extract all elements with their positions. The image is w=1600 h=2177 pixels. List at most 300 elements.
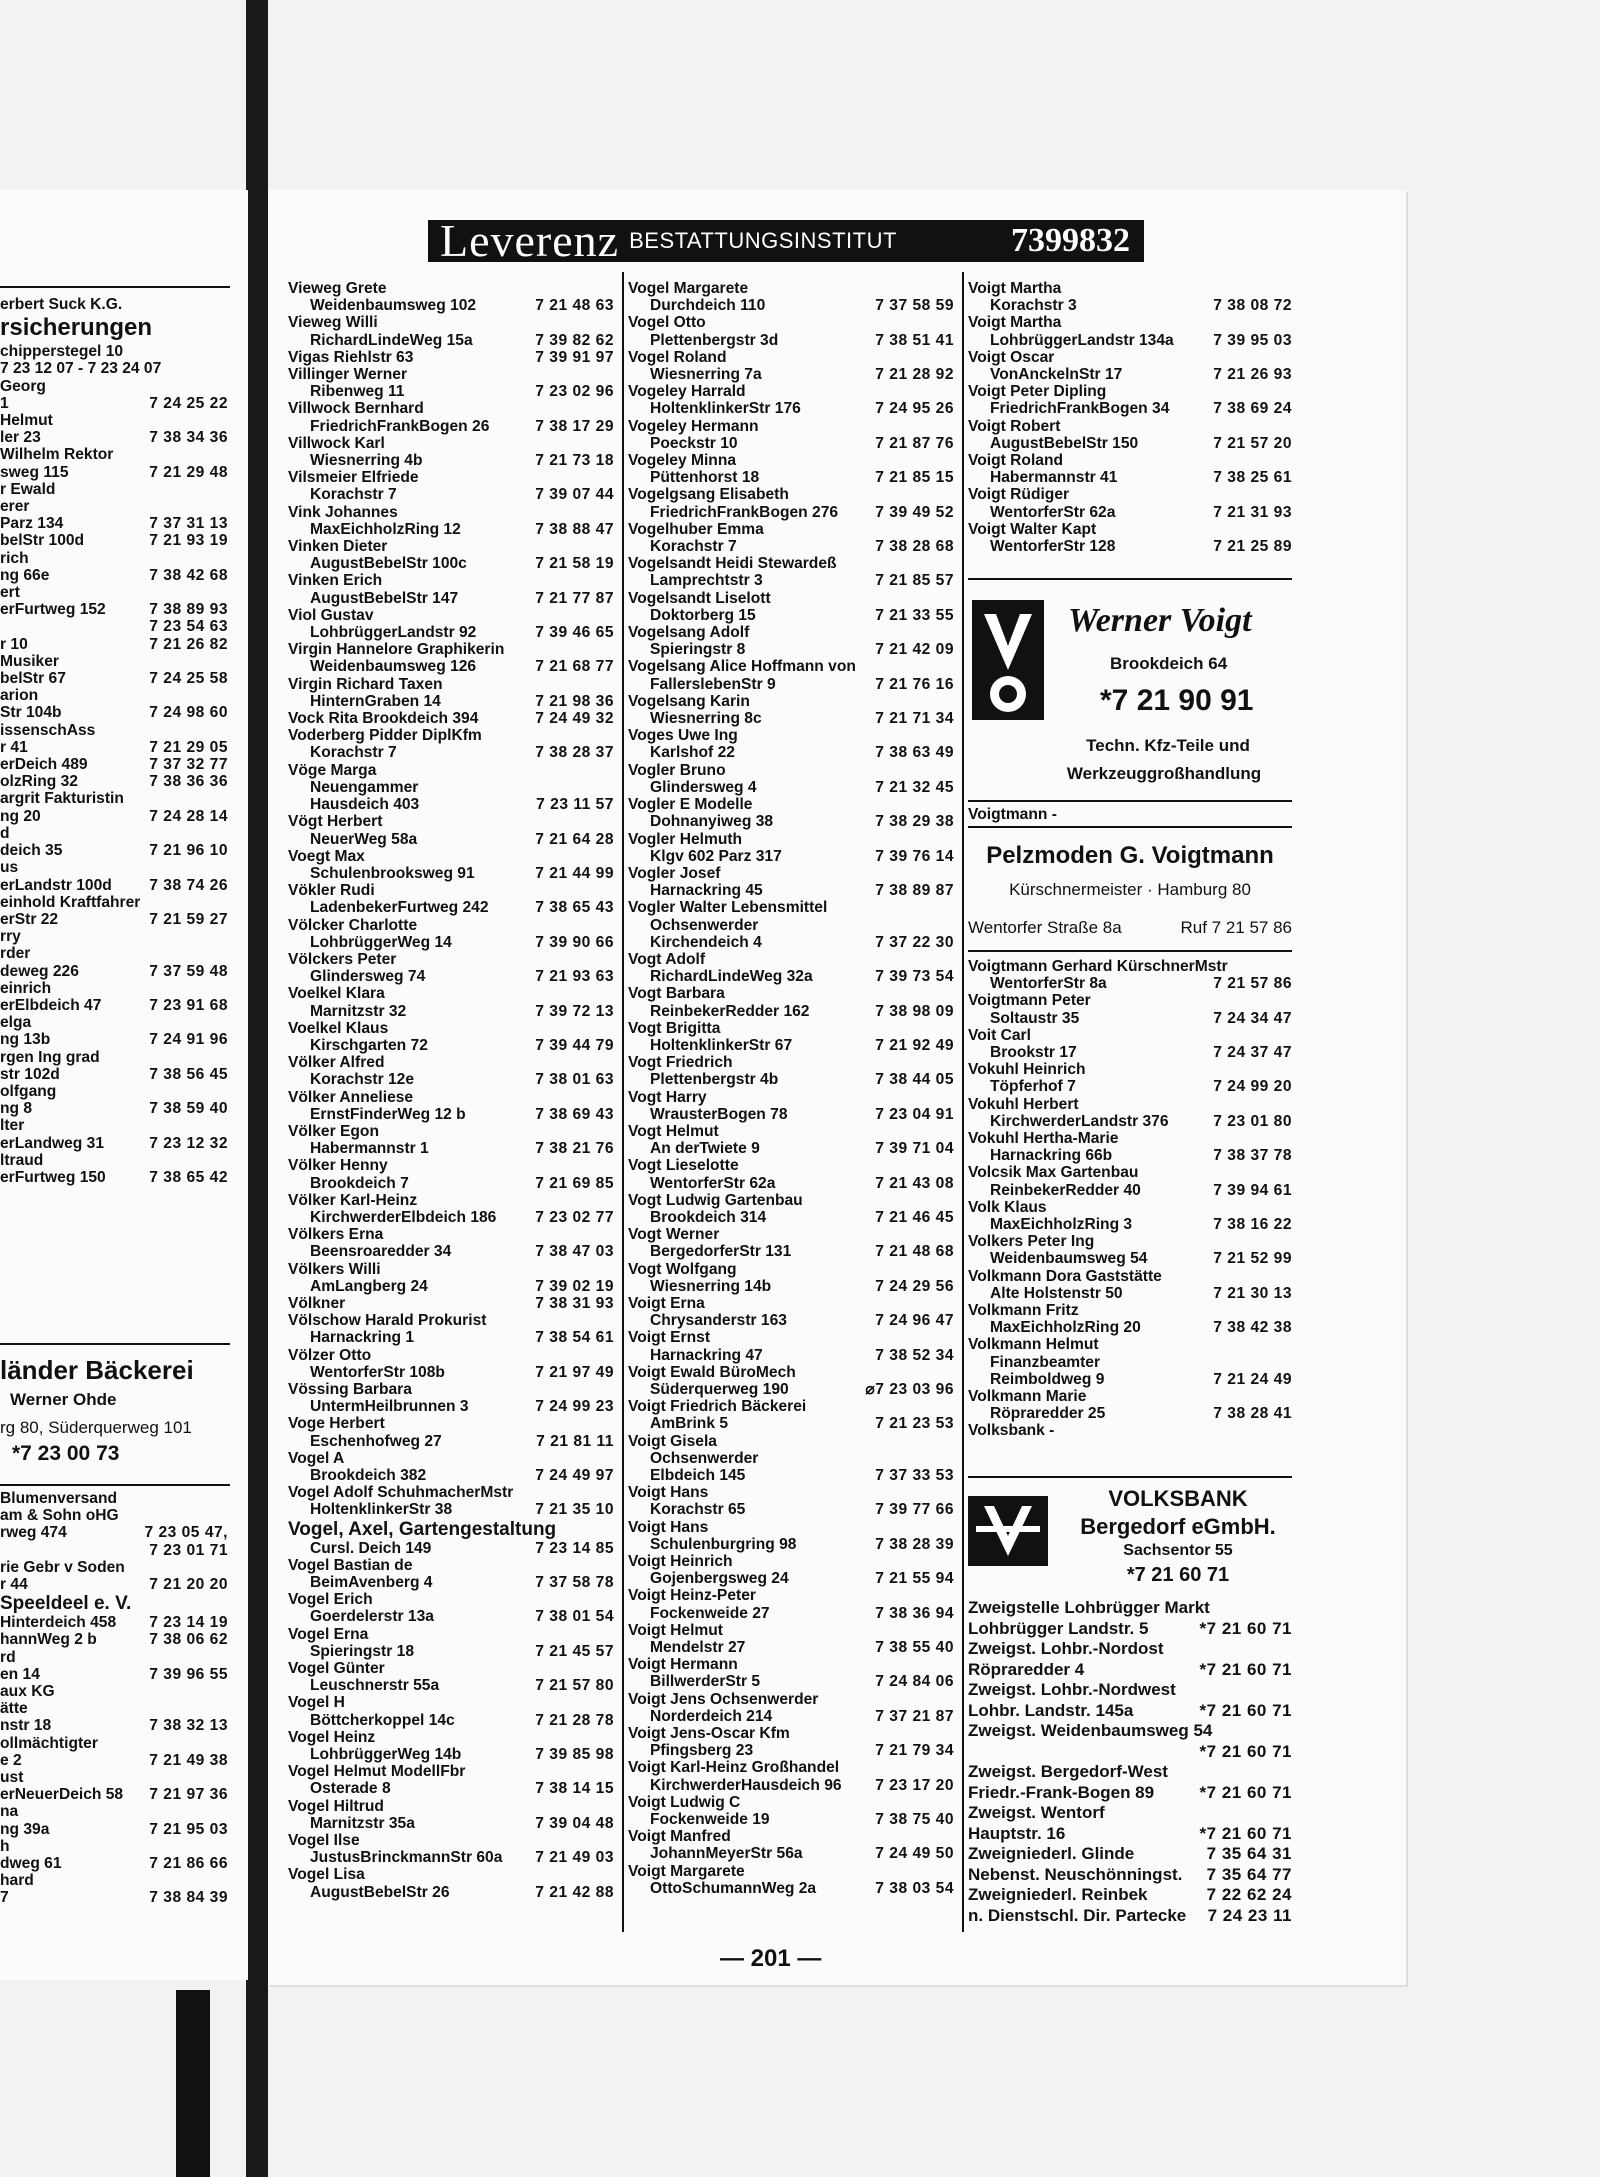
list-item	[0, 722, 228, 739]
list-item	[968, 1680, 1292, 1701]
list-item	[628, 693, 954, 710]
list-item	[288, 1261, 614, 1278]
list-item	[0, 997, 228, 1014]
entry-name: erLandweg 31	[0, 1134, 104, 1152]
entry-name: AmLangberg 24	[310, 1277, 428, 1295]
bank-title2: Bergedorf eGmbH.	[1080, 1514, 1276, 1539]
entry-phone: 7 38 84 39	[149, 1889, 228, 1907]
list-item	[628, 1157, 954, 1174]
list-item	[628, 1003, 954, 1020]
entry-name: Vogelsang Adolf	[628, 624, 750, 642]
list-item	[0, 1631, 228, 1648]
list-item	[288, 1106, 614, 1123]
list-item	[628, 400, 954, 417]
entry-name: Hauptstr. 16	[968, 1823, 1066, 1843]
list-item	[0, 1889, 228, 1906]
entry-name: erElbdeich 47	[0, 996, 102, 1014]
list-item	[0, 1614, 228, 1631]
entry-phone: 7 38 42 68	[149, 566, 228, 584]
list-item	[0, 1666, 228, 1683]
entry-name: FriedrichFrankBogen 34	[990, 400, 1170, 418]
entry-name: Zweigstelle Lohbrügger Markt	[968, 1598, 1210, 1617]
list-item	[628, 1312, 954, 1329]
entry-phone: 7 21 73 18	[535, 452, 614, 470]
entry-phone: 7 39 44 79	[535, 1036, 614, 1054]
entry-name: Harnackring 66b	[990, 1147, 1113, 1165]
entry-name: Cursl. Deich 149	[310, 1539, 432, 1557]
list-item	[0, 773, 228, 790]
entry-phone: 7 38 52 34	[875, 1346, 954, 1364]
list-item	[288, 1347, 614, 1364]
entry-phone: 7 39 94 61	[1213, 1181, 1292, 1199]
list-item	[968, 280, 1292, 297]
entry-phone: 7 37 32 77	[149, 756, 228, 774]
list-item	[628, 676, 954, 693]
entry-name: Korachstr 65	[650, 1501, 746, 1519]
list-item	[628, 418, 954, 435]
list-item	[288, 1712, 614, 1729]
list-item	[628, 1175, 954, 1192]
entry-phone: 7 21 25 89	[1213, 538, 1292, 556]
entry-name: HoltenklinkerStr 67	[650, 1036, 793, 1054]
entry-name: Völker Henny	[288, 1157, 388, 1175]
entry-phone: 7 21 31 93	[1213, 503, 1292, 521]
divider	[968, 800, 1292, 802]
entry-name: rgen Ing grad	[0, 1048, 100, 1066]
entry-name: Voigtmann Gerhard KürschnerMstr	[968, 958, 1228, 975]
list-item	[968, 1371, 1292, 1388]
list-item	[628, 1106, 954, 1123]
entry-name: Habermannstr 1	[310, 1140, 429, 1158]
entry-name: MaxEichholzRing 3	[990, 1216, 1133, 1234]
list-item	[628, 1863, 954, 1880]
list-item	[288, 710, 614, 727]
entry-phone: 7 21 97 49	[535, 1363, 614, 1381]
entry-name: NeuerWeg 58a	[310, 830, 418, 848]
list-item	[0, 653, 228, 670]
list-item	[628, 1020, 954, 1037]
divider	[0, 286, 230, 288]
entry-phone: 7 35 64 77	[1206, 1864, 1292, 1884]
list-item	[0, 756, 228, 773]
entry-name: Mendelstr 27	[650, 1639, 746, 1657]
directory-column-2	[628, 280, 954, 1897]
entry-phone: 7 38 88 47	[535, 520, 614, 538]
list-item	[628, 1054, 954, 1071]
entry-name: Vögt Herbert	[288, 813, 383, 831]
entry-name: Vogt Harry	[628, 1088, 707, 1106]
entry-phone: 7 21 79 34	[875, 1742, 954, 1760]
entry-name: Vogler Bruno	[628, 761, 726, 779]
entry-name: VonAnckelnStr 17	[990, 366, 1123, 384]
list-item	[968, 975, 1292, 992]
list-item	[0, 550, 228, 567]
entry-name: Korachstr 12e	[310, 1071, 415, 1089]
list-item	[628, 1587, 954, 1604]
entry-name: Völker Egon	[288, 1122, 379, 1140]
list-item	[968, 1844, 1292, 1865]
entry-name: Vigas Riehlstr 63	[288, 348, 414, 366]
entry-name: RichardLindeWeg 32a	[650, 968, 813, 986]
entry-name: Vinken Dieter	[288, 538, 388, 556]
entry-phone: 7 21 43 08	[875, 1174, 954, 1192]
entry-name: Röpraredder 25	[990, 1405, 1106, 1423]
entry-name: LohbrüggerWeg 14b	[310, 1746, 462, 1764]
banner-name: Leverenz	[440, 215, 620, 266]
list-item	[628, 1089, 954, 1106]
entry-phone: 7 37 59 48	[149, 962, 228, 980]
list-item	[288, 1626, 614, 1643]
entry-name: Vogel Erich	[288, 1591, 373, 1609]
list-item	[288, 1608, 614, 1625]
entry-name: Dohnanyiweg 38	[650, 813, 774, 831]
list-item	[0, 1752, 228, 1769]
entry-phone: 7 39 91 97	[535, 348, 614, 366]
entry-name: Zweigst. Lohbr.-Nordwest	[968, 1680, 1176, 1699]
entry-name: Virgin Richard Taxen	[288, 675, 443, 693]
entry-name: Vogt Barbara	[628, 985, 725, 1003]
entry-name: Marnitzstr 32	[310, 1002, 407, 1020]
entry-name: en 14	[0, 1665, 40, 1683]
entry-name: Speeldeel e. V.	[0, 1593, 132, 1615]
entry-phone: 7 24 25 22	[149, 394, 228, 412]
entry-name: Poeckstr 10	[650, 434, 738, 452]
entry-phone: 7 24 84 06	[875, 1673, 954, 1691]
entry-phone: 7 39 90 66	[535, 933, 614, 951]
list-item	[968, 297, 1292, 314]
entry-name: Gojenbergsweg 24	[650, 1570, 789, 1588]
list-item	[628, 848, 954, 865]
list-item	[628, 624, 954, 641]
entry-phone: 7 21 33 55	[875, 606, 954, 624]
entry-phone: 7 23 14 85	[535, 1539, 614, 1557]
entry-name: Habermannstr 41	[990, 469, 1118, 487]
ad-address: Brookdeich 64	[1110, 654, 1228, 673]
entry-phone: 7 23 02 96	[535, 383, 614, 401]
entry-name: Glindersweg 4	[650, 778, 757, 796]
list-item	[968, 1027, 1292, 1044]
entry-name: Harnackring 45	[650, 882, 763, 900]
entry-name: Vogel Bastian de	[288, 1556, 413, 1574]
entry-phone: 7 38 32 13	[149, 1717, 228, 1735]
entry-name: Voigt Peter Dipling	[968, 383, 1107, 401]
entry-phone: 7 38 01 63	[535, 1071, 614, 1089]
list-item	[0, 1855, 228, 1872]
entry-phone: 7 21 93 19	[149, 532, 228, 550]
entry-name: Volksbank -	[968, 1422, 1055, 1440]
list-item	[628, 1759, 954, 1776]
entry-phone: 7 21 42 88	[535, 1883, 614, 1901]
entry-name: Finanzbeamter	[990, 1353, 1101, 1371]
entry-name: Voigt Ernst	[628, 1329, 711, 1347]
list-item	[628, 1880, 954, 1897]
entry-name: Vogel Helmut ModellFbr	[288, 1763, 466, 1781]
entry-phone: 7 21 87 76	[875, 434, 954, 452]
list-item	[0, 894, 228, 911]
list-item	[288, 1694, 614, 1711]
entry-name: Korachstr 7	[650, 538, 737, 556]
entry-name: Vogt Wolfgang	[628, 1260, 737, 1278]
entry-name: d	[0, 824, 10, 842]
entry-name: lter	[0, 1117, 25, 1135]
list-item	[0, 1576, 228, 1593]
list-item	[288, 1157, 614, 1174]
entry-phone: 7 38 28 41	[1213, 1405, 1292, 1423]
list-item	[968, 1164, 1292, 1181]
entry-name: Virgin Hannelore Graphikerin	[288, 641, 505, 659]
entry-name: Spieringstr 18	[310, 1642, 414, 1660]
entry-phone: 7 23 04 91	[875, 1105, 954, 1123]
entry-name: e 2	[0, 1751, 22, 1769]
list-item	[968, 435, 1292, 452]
list-item	[968, 1336, 1292, 1353]
entry-name: Doktorberg 15	[650, 606, 756, 624]
list-item	[968, 1803, 1292, 1824]
entry-phone: 7 24 98 60	[149, 704, 228, 722]
entry-phone: *7 21 60 71	[1199, 1618, 1292, 1638]
entry-phone: 7 24 23 11	[1207, 1905, 1292, 1925]
entry-name: HoltenklinkerStr 176	[650, 400, 801, 418]
entry-phone: 7 21 28 78	[535, 1711, 614, 1729]
list-item	[0, 429, 228, 446]
entry-phone: *7 21 60 71	[1199, 1741, 1292, 1761]
list-item	[0, 1049, 228, 1066]
leverenz-banner	[428, 215, 1144, 266]
list-item	[628, 607, 954, 624]
list-item	[288, 1484, 614, 1501]
entry-name: Villwock Karl	[288, 434, 385, 452]
entry-name: Völker Karl-Heinz	[288, 1191, 418, 1209]
list-item	[288, 435, 614, 452]
list-item	[288, 1729, 614, 1746]
entry-name: Zweigst. Bergedorf-West	[968, 1762, 1168, 1781]
entry-name: sweg 115	[0, 463, 69, 481]
list-item	[628, 1708, 954, 1725]
list-item	[968, 1302, 1292, 1319]
list-item	[628, 1037, 954, 1054]
entry-name: Vogel Lisa	[288, 1866, 365, 1884]
entry-name: JustusBrinckmannStr 60a	[310, 1849, 503, 1867]
entry-name: Voigt Jens Ochsenwerder	[628, 1690, 819, 1708]
entry-name: Voigt Robert	[968, 417, 1061, 435]
list-item	[288, 779, 614, 796]
list-item	[628, 314, 954, 331]
entry-name: Vogel Hiltrud	[288, 1797, 384, 1815]
entry-name: deweg 226	[0, 962, 79, 980]
entry-phone: 7 23 01 71	[149, 1541, 228, 1559]
list-item	[628, 1433, 954, 1450]
entry-name: Osterade 8	[310, 1780, 391, 1798]
directory-column-3	[968, 280, 1292, 555]
entry-phone: 7 24 91 96	[149, 1031, 228, 1049]
list-item	[288, 1140, 614, 1157]
entry-phone: 7 39 04 48	[535, 1814, 614, 1832]
list-item	[288, 1433, 614, 1450]
list-item	[968, 1885, 1292, 1906]
entry-phone: 7 39 49 52	[875, 503, 954, 521]
entry-name: Soltaustr 35	[990, 1009, 1080, 1027]
entry-name: MaxEichholzRing 20	[990, 1319, 1141, 1337]
entry-name: Wiesnerring 7a	[650, 366, 762, 384]
list-item	[968, 1721, 1292, 1742]
list-item	[0, 928, 228, 945]
entry-name: Völckers Peter	[288, 950, 397, 968]
entry-name: us	[0, 859, 19, 877]
entry-name: Völzer Otto	[288, 1346, 372, 1364]
list-item	[0, 945, 228, 962]
list-item	[0, 980, 228, 997]
entry-name: ng 20	[0, 807, 41, 825]
entry-name: erStr 22	[0, 910, 59, 928]
list-item	[628, 1450, 954, 1467]
list-item	[628, 521, 954, 538]
entry-name: Voigt Heinz-Peter	[628, 1587, 756, 1605]
entry-name: rsicherungen	[0, 314, 153, 342]
entry-name: Vogel Heinz	[288, 1728, 376, 1746]
list-item	[0, 1524, 228, 1541]
entry-name: Ochsenwerder	[650, 916, 759, 934]
list-item	[628, 951, 954, 968]
entry-name: Süderquerweg 190	[650, 1381, 789, 1398]
entry-name: Helmut	[0, 412, 53, 430]
entry-phone: 7 38 56 45	[149, 1065, 228, 1083]
list-item	[628, 899, 954, 916]
entry-phone: 7 39 46 65	[535, 624, 614, 642]
list-item	[968, 1742, 1292, 1763]
divider	[0, 1343, 230, 1345]
list-item	[0, 877, 228, 894]
list-item	[0, 601, 228, 618]
entry-phone: 7 37 21 87	[875, 1707, 954, 1725]
list-item	[968, 538, 1292, 555]
entry-phone: 7 21 71 34	[875, 710, 954, 728]
list-item	[628, 1519, 954, 1536]
entry-phone: 7 24 29 56	[875, 1277, 954, 1295]
entry-name: r 44	[0, 1576, 28, 1594]
entry-name: nstr 18	[0, 1717, 52, 1735]
entry-phone: 7 21 32 45	[875, 778, 954, 796]
entry-phone: 7 21 23 53	[875, 1415, 954, 1433]
entry-name: erDeich 489	[0, 756, 88, 774]
entry-name: BergedorferStr 131	[650, 1243, 792, 1261]
entry-phone: 7 38 31 93	[535, 1294, 614, 1312]
entry-name: dweg 61	[0, 1855, 62, 1873]
list-item	[628, 504, 954, 521]
entry-phone: 7 21 55 94	[875, 1570, 954, 1588]
entry-name: Voigt Roland	[968, 452, 1063, 470]
entry-phone: 7 38 16 22	[1213, 1216, 1292, 1234]
entry-name: einrich	[0, 979, 52, 997]
entry-phone: 7 23 12 32	[149, 1134, 228, 1152]
list-item	[0, 446, 228, 463]
voigtmann-label: Voigtmann -	[968, 806, 1057, 823]
list-item	[628, 727, 954, 744]
list-item	[288, 1815, 614, 1832]
entry-phone: 7 23 01 80	[1213, 1112, 1292, 1130]
list-item	[288, 383, 614, 400]
list-item	[288, 831, 614, 848]
divider	[968, 578, 1292, 580]
entry-phone: 7 21 30 13	[1213, 1284, 1292, 1302]
entry-name: Vogt Brigitta	[628, 1019, 721, 1037]
entry-name: Voigt Manfred	[628, 1828, 731, 1846]
list-item	[628, 658, 954, 675]
entry-phone: 7 39 95 03	[1213, 331, 1292, 349]
entry-name: ng 8	[0, 1100, 33, 1118]
entry-name: Völschow Harald Prokurist	[288, 1312, 487, 1330]
list-item	[288, 676, 614, 693]
entry-name: Vokuhl Hertha-Marie	[968, 1130, 1119, 1148]
divider	[968, 950, 1292, 952]
list-item	[288, 1089, 614, 1106]
entry-name: Volkmann Helmut	[968, 1336, 1099, 1354]
list-item	[968, 1147, 1292, 1164]
list-item	[628, 796, 954, 813]
list-item	[288, 1780, 614, 1797]
list-item	[628, 1140, 954, 1157]
entry-name: erFurtweg 152	[0, 601, 106, 619]
entry-name: rich	[0, 549, 29, 567]
entry-name: Chrysanderstr 163	[650, 1312, 787, 1330]
entry-name: Vogler Josef	[628, 864, 721, 882]
entry-phone: 7 21 29 48	[149, 463, 228, 481]
list-item	[628, 1484, 954, 1501]
pelzmoden-ad	[968, 834, 1292, 952]
entry-phone: 7 37 58 78	[535, 1574, 614, 1592]
list-item	[288, 1467, 614, 1484]
entry-phone: 7 37 58 59	[875, 297, 954, 315]
entry-phone: 7 21 97 36	[149, 1786, 228, 1804]
entry-name: Voigt Gisela	[628, 1432, 717, 1450]
list-item	[968, 1639, 1292, 1660]
entry-name: Voegt Max	[288, 847, 365, 865]
entry-name: ng 66e	[0, 566, 50, 584]
entry-name: Vogel Roland	[628, 348, 727, 366]
entry-phone: 7 38 65 43	[535, 899, 614, 917]
directory-column-3b	[968, 958, 1292, 1440]
list-item	[968, 1010, 1292, 1027]
entry-name: KirchwerderHausdeich 96	[650, 1776, 842, 1794]
list-item	[628, 641, 954, 658]
entry-name: Vogt Werner	[628, 1226, 720, 1244]
entry-phone: 7 23 54 63	[149, 618, 228, 636]
entry-name: Parz 134	[0, 515, 64, 533]
entry-name: Ochsenwerder	[650, 1449, 759, 1467]
entry-phone: 7 23 05 47,	[144, 1524, 228, 1542]
entry-phone: 7 21 58 19	[535, 555, 614, 573]
list-item	[968, 1130, 1292, 1147]
list-item	[628, 882, 954, 899]
list-item	[0, 567, 228, 584]
list-item	[288, 1450, 614, 1467]
entry-name: str 102d	[0, 1065, 60, 1083]
list-item	[0, 1649, 228, 1666]
voigt-logo-icon	[972, 600, 1044, 720]
entry-name: elga	[0, 1014, 32, 1032]
entry-phone: 7 21 20 20	[149, 1576, 228, 1594]
list-item	[288, 590, 614, 607]
divider	[968, 1476, 1292, 1478]
list-item	[288, 1071, 614, 1088]
entry-name: Goerdelerstr 13a	[310, 1608, 434, 1626]
list-item	[968, 1182, 1292, 1199]
bank-title1: VOLKSBANK	[1108, 1486, 1248, 1511]
list-item	[628, 1794, 954, 1811]
list-item	[288, 744, 614, 761]
list-item	[0, 790, 228, 807]
entry-name: ust	[0, 1769, 24, 1787]
list-item	[628, 469, 954, 486]
